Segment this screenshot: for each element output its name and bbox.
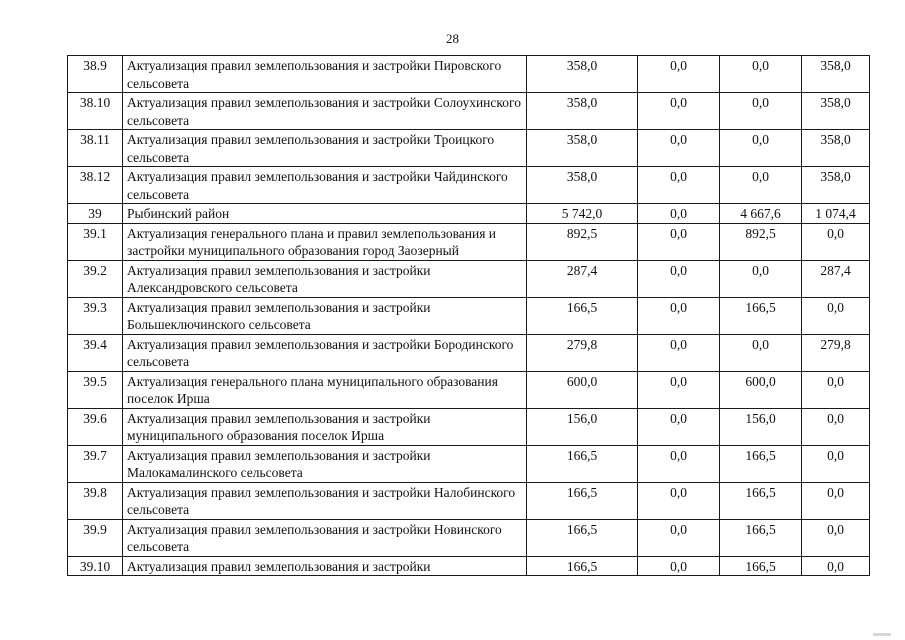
row-name: Актуализация правил землепользования и застройки Малокамалинского сельсовета (123, 445, 527, 482)
row-value-a: 0,0 (638, 297, 720, 334)
table-row (68, 223, 870, 260)
row-number: 39.7 (68, 445, 123, 482)
table-row (68, 519, 870, 556)
table-row (68, 93, 870, 130)
row-name: Актуализация правил землепользования и застройки Новинского сельсовета (123, 519, 527, 556)
row-number: 39 (68, 204, 123, 224)
row-number: 39.9 (68, 519, 123, 556)
row-value-c: 0,0 (802, 556, 870, 576)
table-row (68, 56, 870, 93)
row-total: 600,0 (527, 371, 638, 408)
row-total: 5 742,0 (527, 204, 638, 224)
row-name: Актуализация правил землепользования и застройки Бородинского сельсовета (123, 334, 527, 371)
table-row (68, 130, 870, 167)
row-value-c: 0,0 (802, 223, 870, 260)
row-value-b: 156,0 (720, 408, 802, 445)
row-value-b: 0,0 (720, 167, 802, 204)
row-value-a: 0,0 (638, 556, 720, 576)
row-value-c: 358,0 (802, 167, 870, 204)
row-value-a: 0,0 (638, 334, 720, 371)
row-value-c: 0,0 (802, 371, 870, 408)
row-value-c: 0,0 (802, 482, 870, 519)
table-row (68, 334, 870, 371)
row-value-a: 0,0 (638, 371, 720, 408)
table-row (68, 204, 870, 224)
row-name: Актуализация правил землепользования и застройки Большеключинского сельсовета (123, 297, 527, 334)
row-total: 156,0 (527, 408, 638, 445)
table-row (68, 297, 870, 334)
row-value-c: 0,0 (802, 445, 870, 482)
row-value-b: 0,0 (720, 93, 802, 130)
row-total: 358,0 (527, 130, 638, 167)
row-value-c: 279,8 (802, 334, 870, 371)
row-value-c: 0,0 (802, 519, 870, 556)
row-total: 279,8 (527, 334, 638, 371)
row-value-b: 166,5 (720, 556, 802, 576)
row-value-b: 166,5 (720, 445, 802, 482)
row-value-c: 358,0 (802, 93, 870, 130)
table-row (68, 482, 870, 519)
row-value-a: 0,0 (638, 519, 720, 556)
row-value-b: 0,0 (720, 260, 802, 297)
budget-table (67, 55, 870, 576)
row-value-a: 0,0 (638, 260, 720, 297)
row-total: 287,4 (527, 260, 638, 297)
row-total: 166,5 (527, 556, 638, 576)
row-number: 39.3 (68, 297, 123, 334)
row-number: 39.10 (68, 556, 123, 576)
row-name: Актуализация генерального плана муниципального образования поселок Ирша (123, 371, 527, 408)
row-value-c: 0,0 (802, 297, 870, 334)
row-value-a: 0,0 (638, 482, 720, 519)
row-name: Актуализация правил землепользования и застройки Солоухинского сельсовета (123, 93, 527, 130)
row-value-b: 0,0 (720, 334, 802, 371)
row-name: Актуализация правил землепользования и застройки муниципального образования поселок Ирша (123, 408, 527, 445)
row-number: 38.9 (68, 56, 123, 93)
table-row (68, 260, 870, 297)
row-number: 39.8 (68, 482, 123, 519)
row-value-c: 287,4 (802, 260, 870, 297)
table-row (68, 371, 870, 408)
row-value-a: 0,0 (638, 408, 720, 445)
row-number: 39.5 (68, 371, 123, 408)
row-number: 39.6 (68, 408, 123, 445)
table-body (68, 56, 870, 576)
row-name: Актуализация правил землепользования и застройки Пировского сельсовета (123, 56, 527, 93)
row-value-a: 0,0 (638, 56, 720, 93)
row-name: Актуализация правил землепользования и застройки Чайдинского сельсовета (123, 167, 527, 204)
row-total: 166,5 (527, 445, 638, 482)
table-row (68, 556, 870, 576)
row-total: 166,5 (527, 519, 638, 556)
table-row (68, 167, 870, 204)
row-number: 39.4 (68, 334, 123, 371)
row-name: Актуализация правил землепользования и застройки Троицкого сельсовета (123, 130, 527, 167)
row-number: 38.10 (68, 93, 123, 130)
row-value-b: 0,0 (720, 130, 802, 167)
row-value-a: 0,0 (638, 130, 720, 167)
row-value-a: 0,0 (638, 93, 720, 130)
table-row (68, 408, 870, 445)
row-value-c: 0,0 (802, 408, 870, 445)
row-value-b: 166,5 (720, 297, 802, 334)
row-value-a: 0,0 (638, 445, 720, 482)
scan-artifact (873, 633, 891, 636)
row-number: 38.12 (68, 167, 123, 204)
row-total: 892,5 (527, 223, 638, 260)
row-number: 39.2 (68, 260, 123, 297)
row-total: 358,0 (527, 93, 638, 130)
row-value-b: 166,5 (720, 482, 802, 519)
row-name: Актуализация правил землепользования и застройки Александровского сельсовета (123, 260, 527, 297)
row-number: 39.1 (68, 223, 123, 260)
row-total: 358,0 (527, 56, 638, 93)
row-value-c: 358,0 (802, 130, 870, 167)
row-name: Актуализация генерального плана и правил землепользования и застройки муниципального образования город Заозерный (123, 223, 527, 260)
row-value-b: 166,5 (720, 519, 802, 556)
row-total: 358,0 (527, 167, 638, 204)
row-value-a: 0,0 (638, 204, 720, 224)
page-number: 28 (446, 31, 459, 46)
row-total: 166,5 (527, 482, 638, 519)
row-value-c: 1 074,4 (802, 204, 870, 224)
row-value-a: 0,0 (638, 223, 720, 260)
row-total: 166,5 (527, 297, 638, 334)
row-number: 38.11 (68, 130, 123, 167)
table-row (68, 445, 870, 482)
row-value-b: 0,0 (720, 56, 802, 93)
row-value-c: 358,0 (802, 56, 870, 93)
row-name: Актуализация правил землепользования и застройки (123, 556, 527, 576)
row-value-b: 892,5 (720, 223, 802, 260)
row-name: Рыбинский район (123, 204, 527, 224)
row-value-b: 4 667,6 (720, 204, 802, 224)
row-name: Актуализация правил землепользования и застройки Налобинского сельсовета (123, 482, 527, 519)
row-value-a: 0,0 (638, 167, 720, 204)
row-value-b: 600,0 (720, 371, 802, 408)
